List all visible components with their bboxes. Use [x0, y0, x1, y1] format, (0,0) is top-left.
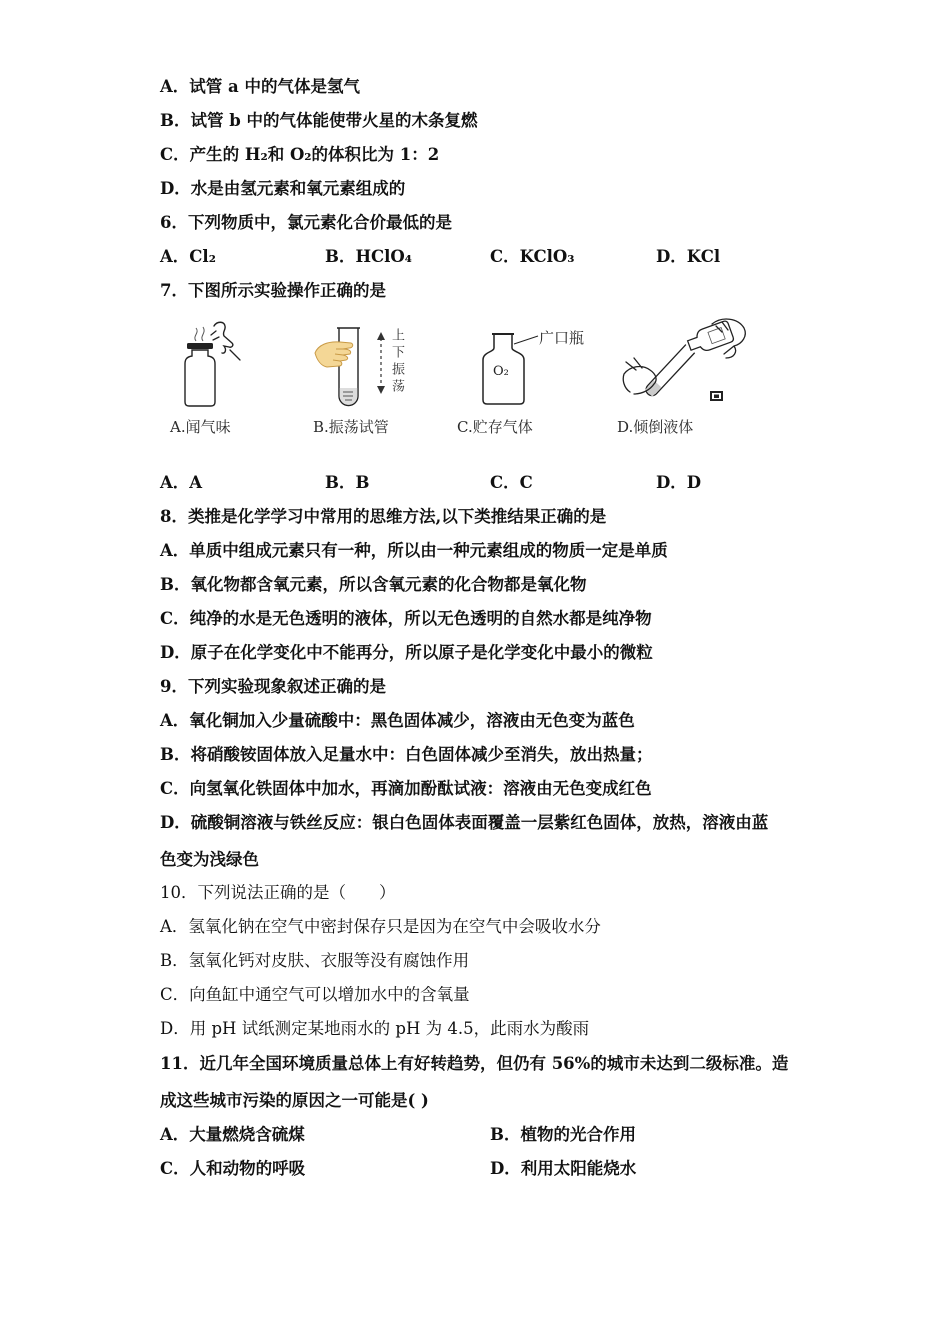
figure-pour-liquid — [616, 314, 752, 410]
q8-option-c: C．纯净的水是无色透明的液体，所以无色透明的自然水都是纯净物 — [160, 609, 652, 628]
bottle-rim — [187, 343, 213, 349]
q11-stem-line1: 11．近几年全国环境质量总体上有好转趋势，但仍有 56%的城市未达到二级标准。造 — [160, 1054, 789, 1073]
q8-stem: 8．类推是化学学习中常用的思维方法,以下类推结果正确的是 — [160, 507, 607, 526]
bottle-gas-label: O₂ — [493, 364, 509, 379]
shake-direction-label: 上下振荡 — [389, 328, 404, 396]
figure-store-gas — [474, 328, 546, 408]
q6-option-a: A．Cl₂ — [160, 247, 216, 266]
q8-option-a: A．单质中组成元素只有一种，所以由一种元素组成的物质一定是单质 — [160, 541, 668, 560]
q7-option-c: C．C — [490, 473, 533, 492]
q7-option-d: D．D — [656, 473, 702, 492]
q6-stem: 6．下列物质中，氯元素化合价最低的是 — [160, 213, 452, 232]
q10-option-c: C．向鱼缸中通空气可以增加水中的含氧量 — [160, 985, 470, 1004]
gas-wisp — [202, 327, 204, 341]
q5-option-b: B．试管 b 中的气体能使带火星的木条复燃 — [160, 111, 478, 130]
q11-option-d: D．利用太阳能烧水 — [490, 1159, 637, 1178]
arrow-up-head — [377, 332, 385, 340]
figure-a-caption: A.闻气味 — [170, 418, 231, 436]
q9-stem: 9．下列实验现象叙述正确的是 — [160, 677, 386, 696]
q6-option-b: B．HClO₄ — [325, 247, 413, 266]
bottle-callout-label: 广口瓶 — [539, 329, 585, 347]
reagent-bottle — [686, 320, 735, 356]
arrow-down-head — [377, 386, 385, 394]
figure-smell-gas — [172, 316, 252, 412]
q9-option-c: C．向氢氧化铁固体中加水，再滴加酚酞试液：溶液由无色变成红色 — [160, 779, 652, 798]
q11-option-a: A．大量燃烧含硫煤 — [160, 1125, 305, 1144]
reagent-bottle — [185, 350, 215, 406]
q9-option-d: D．硫酸铜溶液与铁丝反应：银白色固体表面覆盖一层紫红色固体，放热，溶液由蓝 — [160, 813, 769, 832]
gas-wisp — [195, 328, 197, 341]
q6-option-c: C．KClO₃ — [490, 247, 575, 266]
q5-option-a: A．试管 a 中的气体是氢气 — [160, 77, 360, 96]
q7-option-b: B．B — [325, 473, 370, 492]
q11-option-c: C．人和动物的呼吸 — [160, 1159, 306, 1178]
q5-option-d: D．水是由氢元素和氧元素组成的 — [160, 179, 406, 198]
q10-stem: 10．下列说法正确的是（ ） — [160, 883, 396, 902]
q10-option-d: D．用 pH 试纸测定某地雨水的 pH 为 4.5，此雨水为酸雨 — [160, 1019, 590, 1038]
q10-option-b: B．氢氧化钙对皮肤、衣服等没有腐蚀作用 — [160, 951, 470, 970]
q8-option-b: B．氧化物都含氧元素，所以含氧元素的化合物都是氧化物 — [160, 575, 587, 594]
q10-option-a: A．氢氧化钠在空气中密封保存只是因为在空气中会吸收水分 — [160, 917, 601, 936]
figure-d-caption: D.倾倒液体 — [617, 418, 694, 436]
q11-option-b: B．植物的光合作用 — [490, 1125, 636, 1144]
figure-c-caption: C.贮存气体 — [457, 418, 533, 436]
q11-stem-line2: 成这些城市污染的原因之一可能是( ) — [160, 1091, 429, 1110]
figure-shake-test-tube — [312, 322, 396, 410]
callout-leader — [514, 336, 538, 344]
q9-option-b: B．将硝酸铵固体放入足量水中：白色固体减少至消失，放出热量； — [160, 745, 653, 764]
q5-option-c: C．产生的 H₂和 O₂的体积比为 1：2 — [160, 145, 440, 164]
q9-option-a: A．氧化铜加入少量硫酸中：黑色固体减少，溶液由无色变为蓝色 — [160, 711, 635, 730]
q7-option-a: A．A — [160, 473, 203, 492]
q9-option-d-continued: 色变为浅绿色 — [160, 850, 259, 869]
q6-option-d: D．KCl — [656, 247, 721, 266]
q7-stem: 7．下图所示实验操作正确的是 — [160, 281, 386, 300]
q8-option-d: D．原子在化学变化中不能再分，所以原子是化学变化中最小的微粒 — [160, 643, 653, 662]
figure-b-caption: B.振荡试管 — [313, 418, 389, 436]
